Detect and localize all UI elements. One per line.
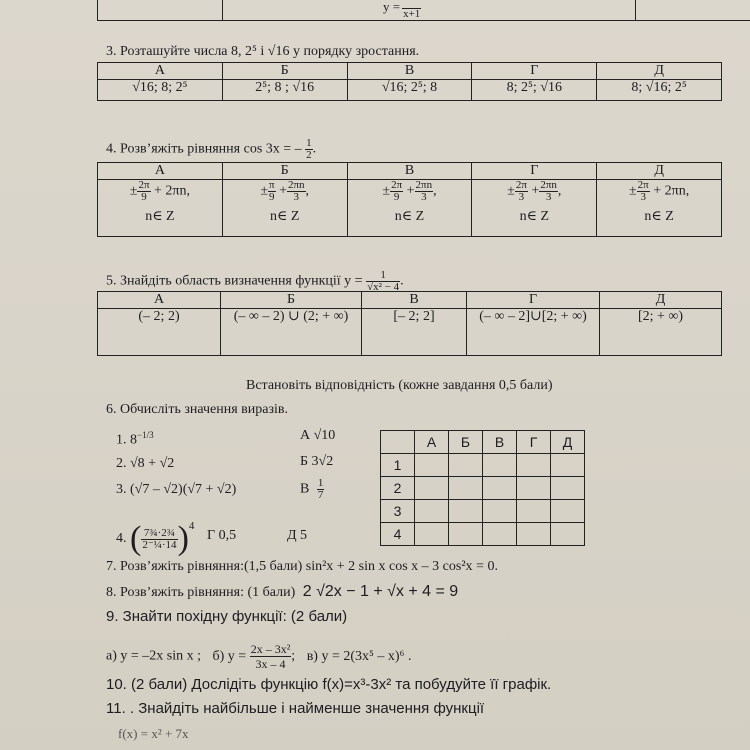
q4-header-a: А <box>98 163 223 180</box>
grid-cell[interactable] <box>483 523 517 546</box>
q4-option-d: ± $\frac{2\pi}{3}$ + 2πn, n∈ Z <box>597 180 722 237</box>
q3-option-g: 8; 2⁵; √16 <box>472 80 597 101</box>
q3-header-g: Г <box>472 63 597 80</box>
q4-option-g: ± $\frac{2\pi}{3}$ + $\frac{2\pi n}{3}$ , n∈ Z <box>472 180 597 237</box>
q5-option-v: [– 2; 2] <box>362 309 467 356</box>
q5-option-d: [2; + ∞) <box>600 309 722 356</box>
grid-header-v: В <box>483 431 517 454</box>
q6-item-2: 2. √8 + √2 <box>116 456 175 471</box>
q3-option-b: 2⁵; 8 ; √16 <box>222 80 347 101</box>
previous-table-fragment <box>97 0 750 21</box>
grid-row-4: 4 <box>381 523 415 546</box>
q4-header-d: Д <box>597 163 722 180</box>
q4-option-b: ± $\frac{\pi}{9}$ + $\frac{2\pi n}{3}$ , n∈ Z <box>222 180 347 237</box>
q6-answer-v: В $\frac{1}{7}$ <box>300 477 324 501</box>
q7-text: 7. Розв’яжіть рівняння:(1,5 бали) sin²x + 2 sin x cos x – 3 cos²x = 0. <box>106 559 498 574</box>
q6-item-4: 4. ( $\frac{\text{7¾·2¾}}{\text{2⁻¼·14}}$ )$^4$ <box>116 520 195 557</box>
q6-title: 6. Обчисліть значення виразів. <box>106 402 289 417</box>
q6-answer-g: Г 0,5 <box>207 528 237 543</box>
q3-option-d: 8; √16; 2⁵ <box>597 80 722 101</box>
q5-option-b: (– ∞ – 2) ∪ (2; + ∞) <box>221 309 362 356</box>
q3-header-b: Б <box>222 63 347 80</box>
grid-header-a: А <box>415 431 449 454</box>
grid-cell[interactable] <box>517 523 551 546</box>
grid-cell[interactable] <box>517 454 551 477</box>
q6-answer-d: Д 5 <box>287 528 308 543</box>
q6-answer-b: Б 3√2 <box>300 454 334 469</box>
grid-cell[interactable] <box>517 477 551 500</box>
grid-row-3: 3 <box>381 500 415 523</box>
grid-cell[interactable] <box>449 477 483 500</box>
grid-cell[interactable] <box>449 523 483 546</box>
q3-header-a: А <box>98 63 223 80</box>
q11-formula-fragment: f(x) = x² + 7x <box>118 726 189 741</box>
q9-formulas: а) y = –2x sin x ; б) y = $\frac{\text{2x – 3x²}}{3x - 4}$ ; в) y = 2(3x⁵ – x)⁶ . <box>106 642 412 671</box>
grid-cell[interactable] <box>551 500 585 523</box>
q3-title: 3. Розташуйте числа 8, 2⁵ і √16 у порядку зростання. <box>106 44 420 59</box>
grid-header-b: Б <box>449 431 483 454</box>
q5-header-g: Г <box>467 292 600 309</box>
grid-cell[interactable] <box>483 454 517 477</box>
q3-option-a: √16; 8; 2⁵ <box>98 80 223 101</box>
grid-cell[interactable] <box>483 500 517 523</box>
grid-cell[interactable] <box>551 477 585 500</box>
grid-cell[interactable] <box>415 523 449 546</box>
q4-option-a: ± $\frac{2\pi}{9}$ + 2πn, n∈ Z <box>98 180 223 237</box>
grid-cell[interactable] <box>415 454 449 477</box>
grid-cell[interactable] <box>551 523 585 546</box>
grid-cell[interactable] <box>517 500 551 523</box>
q5-header-b: Б <box>221 292 362 309</box>
q4-header-g: Г <box>472 163 597 180</box>
q3-header-v: В <box>347 63 472 80</box>
grid-row-2: 2 <box>381 477 415 500</box>
q4-option-v: ± $\frac{2\pi}{9}$ + $\frac{2\pi n}{3}$ , n∈ Z <box>347 180 472 237</box>
q4-options-table <box>97 162 722 237</box>
q10-text: 10. (2 бали) Дослідіть функцію f(x)=x³-3x² та побудуйте її графік. <box>106 676 552 693</box>
q3-header-d: Д <box>597 63 722 80</box>
grid-cell[interactable] <box>483 477 517 500</box>
grid-cell[interactable] <box>449 454 483 477</box>
q5-header-v: В <box>362 292 467 309</box>
grid-cell[interactable] <box>551 454 585 477</box>
q5-option-g: (– ∞ – 2]∪[2; + ∞) <box>467 309 600 356</box>
matching-heading: Встановіть відповідність (кожне завдання 0,5 бали) <box>246 378 553 393</box>
grid-header-g: Г <box>517 431 551 454</box>
grid-cell[interactable] <box>415 477 449 500</box>
q5-options-table <box>97 291 722 356</box>
grid-row-1: 1 <box>381 454 415 477</box>
grid-cell[interactable] <box>449 500 483 523</box>
grid-header-d: Д <box>551 431 585 454</box>
q4-title: 4. Розв’яжіть рівняння cos 3x = – $\frac{1}{2}$ . <box>106 137 317 161</box>
q6-answer-grid <box>380 430 585 546</box>
q6-item-1: 1. $8^{-1/3}$ <box>116 430 154 448</box>
top-formula: y = x+1 <box>383 0 421 14</box>
q6-answer-a: А √10 <box>300 428 336 443</box>
q5-header-d: Д <box>600 292 722 309</box>
q5-header-a: А <box>98 292 221 309</box>
q6-item-3: 3. (√7 – √2)(√7 + √2) <box>116 482 237 497</box>
grid-cell[interactable] <box>415 500 449 523</box>
q4-header-b: Б <box>222 163 347 180</box>
q4-header-v: В <box>347 163 472 180</box>
q3-options-table <box>97 62 722 101</box>
q9-title: 9. Знайти похідну функції: (2 бали) <box>106 608 348 625</box>
q3-option-v: √16; 2⁵; 8 <box>347 80 472 101</box>
q8-text: 8. Розв’яжіть рівняння: (1 бали) 2 √2x − 1 + √x + 4 = 9 <box>106 583 459 600</box>
q11-text: 11. . Знайдіть найбільше і найменше значення функції <box>106 700 485 717</box>
q5-option-a: (– 2; 2) <box>98 309 221 356</box>
q5-title: 5. Знайдіть область визначення функції y = $\frac{1}{\text{√x² − 4}}$ . <box>106 269 404 293</box>
